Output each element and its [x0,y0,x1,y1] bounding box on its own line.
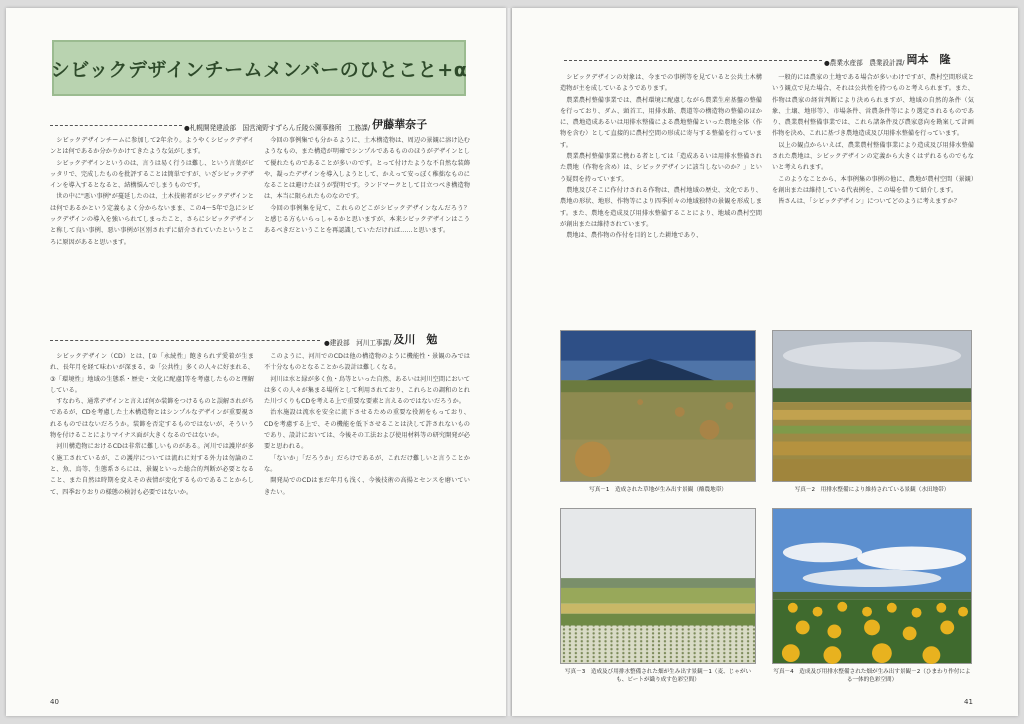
paragraph: シビックデザインの対象は、今までの事例等を見ていると公共土木構造物が主を成しているようであります。 [560,74,762,93]
byline-affiliation: ●建設部 河川工事課/ [324,339,392,347]
paragraph: 開発局でのCDはまだ年月も浅く、今後技術の高揚とセンスを磨いていきたい。 [264,477,470,496]
byline-rule [50,340,320,341]
paragraph: 河川は水と緑が多く魚・鳥等といった自然、あるいは河川空間においては多くの人々が集まる場所として利用されており、これらとの調和のとれた川づくりもCDを考える上で重要な要素と言えるのではないだろうか。 [264,375,470,406]
paragraph: このように、河川でのCDは他の構造物のように機能性・景観のみでは不十分なものとなることから設計は難しくなる。 [264,353,470,372]
paragraph: 農業農村整備事業に携わる者としては「造成あるいは用排水整備された農地（作物を含め）は、シビックデザインに該当しないのか？」という疑問を持っています。 [560,153,762,183]
paragraph: 河川構造物におけるCDは非常に難しいものがある。河川では護岸が多く施工されているが、この護岸については流れに対する外力は勿論のこと、魚、鳥等、生態系さらには、景観といった総合的判断が必要となること、また自然は時期を変えその表情が変化するものであることからして、四季おりおりの様態の検討も必要ではないか。 [50,443,254,496]
page-number: 40 [50,698,59,706]
byline-author-name: 伊藤華奈子 [372,118,428,131]
section2-column1 [50,351,254,591]
article-title-banner [52,40,466,96]
paragraph: シビックデザイン（CD）とは、[①「永続性」飽きられず愛着が生まれ、長年月を経て味わいが深まる、②「公共性」多くの人々に好まれる、③「環境性」地域の生態系・歴史・文化に配慮]等を考慮したものと理解している。 [50,353,254,394]
byline-ito [184,116,427,132]
paragraph: すなわち、通常デザインと言えば何か装飾をつけるものと誤解されがちであるが、CDを考慮した土木構造物とはシンプルなデザインが重要視されるものではないだろうか。装飾を否定するものではないが、そういう物を付けることによりマイナス面が大きくなるのではないか。 [50,398,254,440]
paragraph: 治水施設は流水を安全に流下させるための重要な役割をもっており、CDを考慮する上で、その機能を低下させることは決して許されないものであり、設計においては、今後その工法および使用材料等の研究開発が必要と思われる。 [264,409,470,451]
right-column1 [560,72,762,322]
byline-rule [50,125,182,126]
section2-column2 [264,351,470,581]
byline-affiliation: ●農業水産部 農業設計課/ [824,59,905,67]
paragraph: 皆さんは、「シビックデザイン」についてどのように考えますか？ [778,198,960,206]
section1-column2 [264,135,477,315]
paragraph: 世の中に"悪い事例"が蔓延したのは、土木技術者がシビックデザインとは何であるかという定義もよく分からないまま、この4〜5年で急にシビックデザインの導入を強いられてしまったこと、さらにシビックデザインと称して良い事例、悪い事例が区別されずに紹介されていたというところに原因があると思います。 [50,193,254,246]
left-page [6,8,506,716]
photo-caption: 写真－2 用排水整備により維持されている景観（水田地帯） [794,487,950,493]
paragraph: 農地は、農作物の作付を目的とした耕地であり、 [566,232,703,240]
paragraph: 今回の事例集でも分かるように、土木構造物は、周辺の景観に溶け込むようなもの、また構造が明確でシンプルであるもののほうがデザインとして優れたものであることが多いのです。とって付けたような不自然な装飾や、凝ったデザインを導入しようとして、かえって安っぽく稚拙なものになることは避けたほうが賢明です。ランドマークとして目立つべき構造物は、本当に限られたものなのです。 [264,137,470,201]
article-title: シビックデザインチームメンバーのひとこと+α [50,58,468,81]
section1-column1 [50,135,254,315]
photo-crop-fields [560,508,756,664]
paragraph: シビックデザインというのは、言うは易く行うは難し、という言葉がピッタリで、完成したものを批評することは簡単ですが、いざシビックデザインを導入するとなると、結構悩んでしまうものです。 [50,159,254,190]
photo-paddy-fields [772,330,972,482]
byline-affiliation: ●札幌開発建設部 国営滝野すずらん丘陵公園事務所 工務課/ [184,124,371,132]
byline-okamoto [824,51,951,67]
page-number: 41 [964,698,973,706]
right-page [512,8,1018,716]
byline-author-name: 及川 勉 [393,333,438,346]
photo-caption: 写真－1 造成された草地が生み出す景観（酪農地帯） [589,487,727,493]
right-column2 [772,72,974,322]
photo-grassland [560,330,756,482]
photo-sunflowers [772,508,972,664]
byline-rule [564,60,822,61]
paragraph: 農業農村整備事業では、農村環境に配慮しながら農業生産基盤の整備を行っており、ダム、頭首工、用排水路、農道等の構造物の整備のほかに、農地造成あるいは用排水整備による農地整備といった農地全体（作物を含む）として直接的に農村空間の形成に寄与する整備を行っています。 [560,96,762,149]
byline-author-name: 岡本 隆 [906,53,951,66]
paragraph: 一般的には農家の土地である場合が多いわけですが、農村空間形成という観点で見た場合、それは公共性を持つものと考えられます。また、作物は農家の経営判断により決められますが、地域の自然的条件（気象、土壌、地形等）、市場条件、営農条件等により選定されるものであり、農業農村整備事業では、これら諸条件及び農家意向を勘案して計画作物を決め、これに基づき農地造成及び用排水整備を行っています。 [772,74,974,138]
photo-caption: 写真－3 造成及び用排水整備された畑が生み出す景観－1（麦、じゃがいも、ビートが織り成す色彩空間） [564,669,752,683]
byline-oikawa [324,331,437,347]
paragraph: このようなことから、本事例集の事例の他に、農地が農村空間（景観）を創出または維持している代表例を、この場を借りて紹介します。 [772,175,974,194]
paragraph: 農地及びそこに作付けされる作物は、農村地域の歴史、文化であり、農地の形状、地形、作物等により四季折々の地域独特の景観を形成します。また、農地を造成及び用排水整備することにより、地域の農村空間が創出または維持されています。 [560,186,762,228]
paragraph: シビックデザインチームに参加して2年余り。ようやくシビックデザインとは何であるか分かりかけてきたような気がします。 [50,137,254,156]
photo-caption: 写真－4 造成及び用排水整備された畑が生み出す景観－2（ひまわり作付による一体的色彩空間） [773,669,971,683]
paragraph: 「ないか」「だろうか」だらけであるが、これだけ難しいと言うことかな。 [264,454,470,473]
paragraph: 今回の事例集を見て、これらのどこがシビックデザインなんだろう？ と感じる方もいらっしゃるかと思いますが、本来シビックデザインはこうあるべきだということを再認識していただければ……と思います。 [264,204,477,235]
paragraph: 以上の観点からいえば、農業農村整備事業により造成及び用排水整備された農地は、シビックデザインの定義から大きくはずれるものでもないと考えられます。 [772,141,974,172]
